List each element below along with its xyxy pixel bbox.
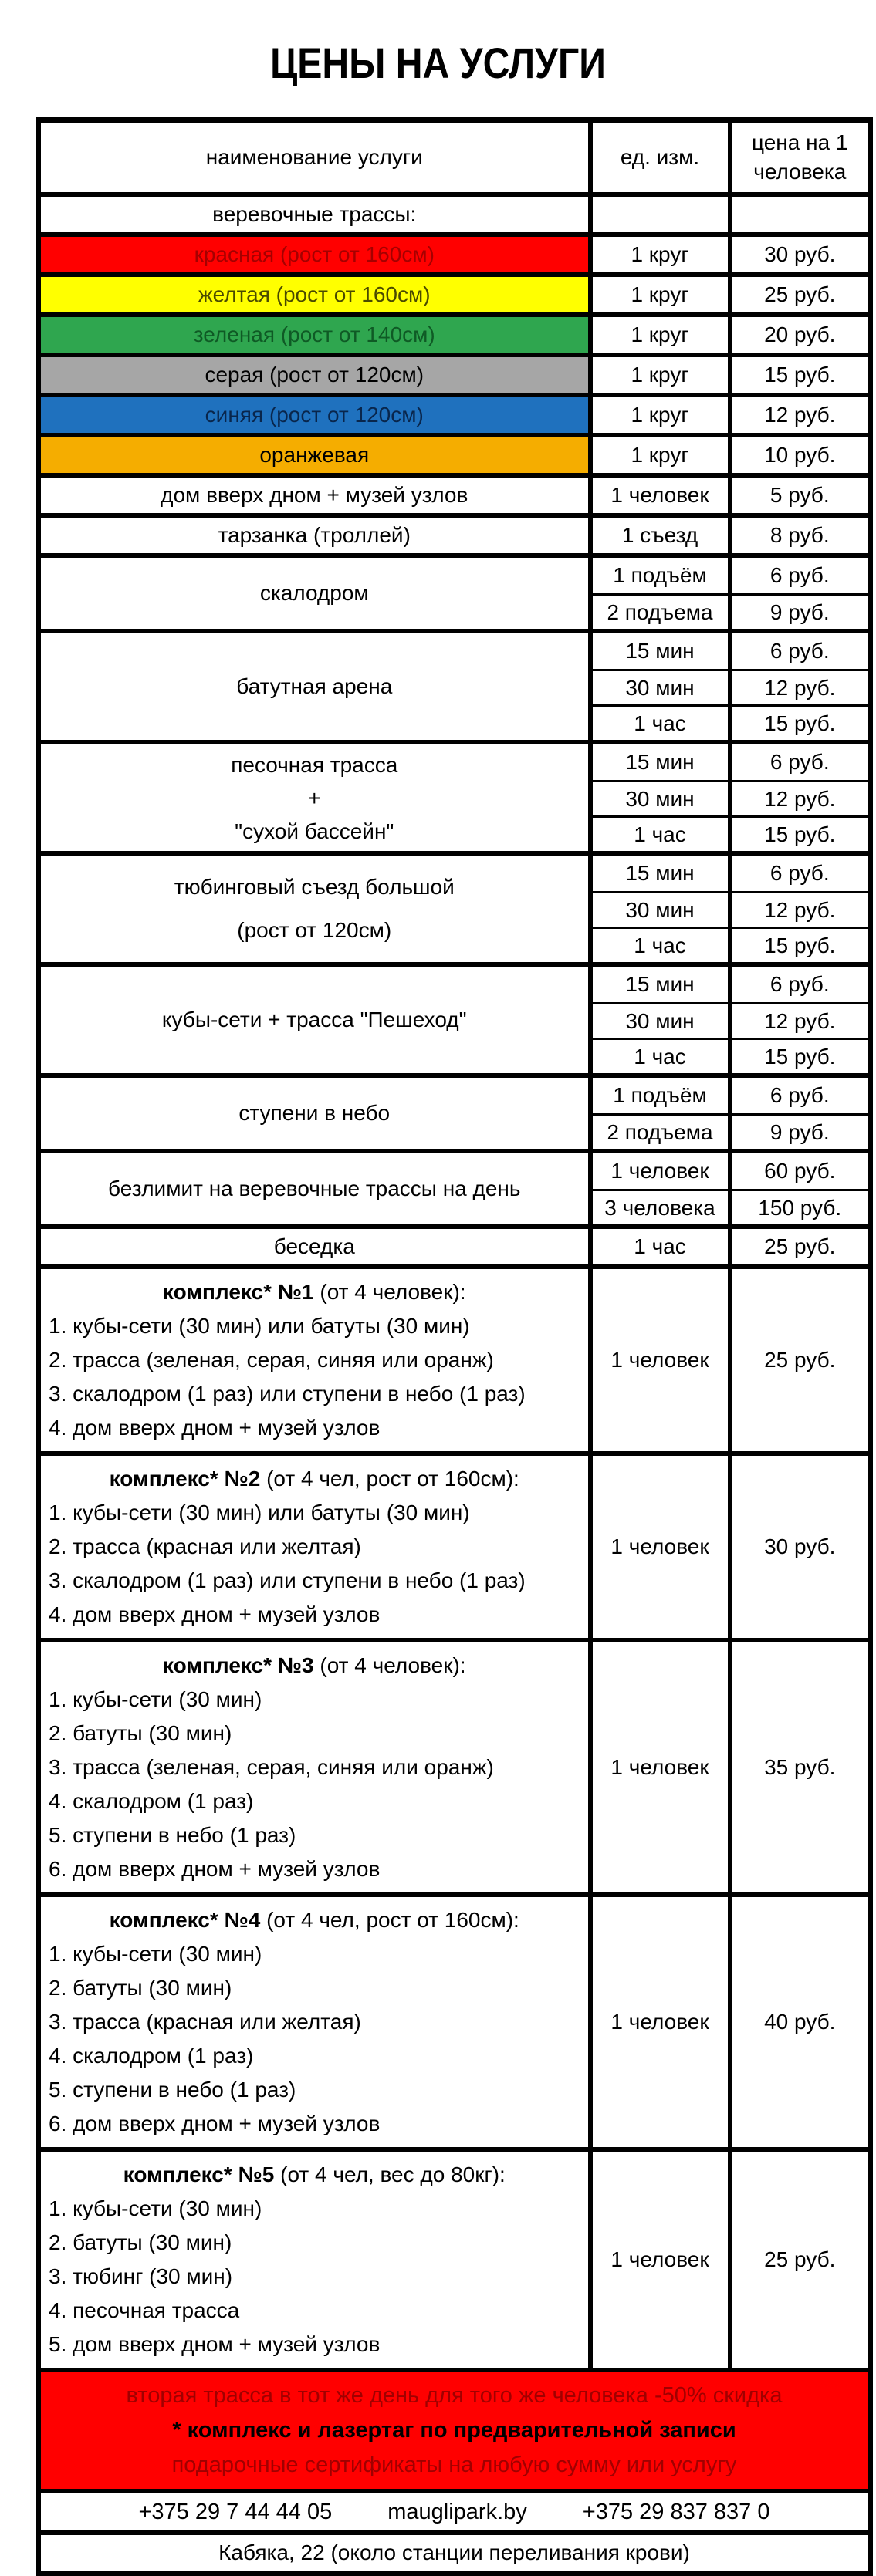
complex-title: комплекс* №5 (от 4 чел, вес до 80кг): (123, 2162, 506, 2186)
row-sand-track (39, 742, 871, 782)
complex-item: 3. скалодром (1 раз) или ступени в небо (1 раз) (49, 1568, 526, 1592)
row-track-red (39, 235, 871, 275)
unit-cell: 1 человек (590, 1267, 730, 1453)
price-cell: 12 руб. (730, 395, 871, 435)
row-track-orange (39, 435, 871, 475)
complex-item: 2. трасса (зеленая, серая, синяя или оранж) (49, 1348, 494, 1372)
complex-item: 1. кубы-сети (30 мин) (49, 1687, 262, 1711)
price-cell: 5 руб. (730, 475, 871, 515)
service-cell: желтая (рост от 160см) (39, 275, 590, 315)
price-cell: 30 руб. (730, 235, 871, 275)
promo-certificates-text: подарочные сертификаты на любую сумму или услугу (171, 2453, 737, 2477)
service-cell: батутная арена (39, 631, 590, 742)
unit-cell: 2 подъема (590, 595, 730, 632)
complex-item: 1. кубы-сети (30 мин) или батуты (30 мин) (49, 1501, 470, 1524)
unit-cell: 3 человека (590, 1190, 730, 1227)
unit-cell: 1 час (590, 817, 730, 854)
header-cell-price: цена на 1 человека (730, 120, 871, 195)
unit-cell: 30 мин (590, 1004, 730, 1039)
price-cell: 15 руб. (730, 355, 871, 395)
unit-cell: 2 подъема (590, 1115, 730, 1152)
complex-item: 3. трасса (зеленая, серая, синяя или оранж) (49, 1755, 494, 1779)
price-cell: 6 руб. (730, 1075, 871, 1115)
row-track-blue (39, 395, 871, 435)
complex-title: комплекс* №1 (от 4 человек): (162, 1280, 466, 1304)
complex-title: комплекс* №2 (от 4 чел, рост от 160см): (109, 1467, 519, 1491)
service-cell: зеленая (рост от 140см) (39, 315, 590, 355)
complex-item: 4. песочная трасса (49, 2298, 240, 2322)
service-cell (39, 1267, 590, 1453)
service-line: тюбинговый съезд большой (174, 875, 455, 899)
website-url: mauglipark.by (387, 2499, 527, 2524)
unit-cell: 1 съезд (590, 515, 730, 555)
row-complex-2 (39, 1453, 871, 1640)
price-cell-empty (730, 194, 871, 235)
unit-cell: 15 мин (590, 964, 730, 1004)
unit-cell: 1 человек (590, 2149, 730, 2370)
promo-banner (39, 2370, 871, 2491)
price-cell: 12 руб. (730, 1004, 871, 1039)
unit-cell: 15 мин (590, 631, 730, 670)
price-cell: 9 руб. (730, 1115, 871, 1152)
row-address (39, 2533, 871, 2574)
service-cell (39, 853, 590, 964)
promo-discount-text: вторая трасса в тот же день для того же человека -50% скидка (126, 2383, 783, 2408)
row-complex-5 (39, 2149, 871, 2370)
price-table (36, 117, 873, 2576)
header-cell-service: наименование услуги (39, 120, 590, 195)
price-cell: 20 руб. (730, 315, 871, 355)
unit-cell: 1 круг (590, 395, 730, 435)
price-cell: 12 руб. (730, 893, 871, 928)
complex-item: 4. дом вверх дном + музей узлов (49, 1416, 381, 1440)
row-trampoline-arena (39, 631, 871, 670)
service-line: песочная трасса (231, 752, 398, 777)
unit-cell: 15 мин (590, 742, 730, 782)
unit-cell: 1 круг (590, 235, 730, 275)
service-cell: беседка (39, 1227, 590, 1267)
price-cell: 9 руб. (730, 595, 871, 632)
complex-item: 5. дом вверх дном + музей узлов (49, 2332, 381, 2356)
service-cell: кубы-сети + трасса "Пешеход" (39, 964, 590, 1075)
price-cell: 6 руб. (730, 964, 871, 1004)
unit-cell: 1 человек (590, 1895, 730, 2149)
page-title: ЦЕНЫ НА УСЛУГИ (270, 39, 606, 87)
contacts-cell (39, 2491, 871, 2533)
row-track-green (39, 315, 871, 355)
unit-cell: 1 человек (590, 1453, 730, 1640)
unit-cell: 1 человек (590, 1151, 730, 1190)
row-complex-4 (39, 1895, 871, 2149)
service-cell: серая (рост от 120см) (39, 355, 590, 395)
price-cell: 6 руб. (730, 555, 871, 595)
service-cell: ступени в небо (39, 1075, 590, 1151)
price-cell: 12 руб. (730, 782, 871, 817)
row-track-gray (39, 355, 871, 395)
price-cell: 15 руб. (730, 928, 871, 965)
complex-item: 2. батуты (30 мин) (49, 1721, 232, 1745)
row-climbing-wall (39, 555, 871, 595)
complex-item: 4. скалодром (1 раз) (49, 2044, 254, 2068)
row-promo-banner (39, 2370, 871, 2491)
service-cell: тарзанка (троллей) (39, 515, 590, 555)
price-cell: 6 руб. (730, 742, 871, 782)
price-cell: 35 руб. (730, 1640, 871, 1895)
row-gazebo (39, 1227, 871, 1267)
unit-cell: 15 мин (590, 853, 730, 893)
unit-cell: 1 круг (590, 355, 730, 395)
price-cell: 25 руб. (730, 275, 871, 315)
address-text: Кабяка, 22 (около станции переливания крови) (39, 2533, 871, 2574)
complex-item: 1. кубы-сети (30 мин) или батуты (30 мин) (49, 1314, 470, 1338)
price-cell: 25 руб. (730, 2149, 871, 2370)
unit-cell: 1 подъём (590, 555, 730, 595)
complex-item: 6. дом вверх дном + музей узлов (49, 1857, 381, 1881)
price-cell: 15 руб. (730, 1039, 871, 1076)
unit-cell: 1 человек (590, 475, 730, 515)
price-cell: 150 руб. (730, 1190, 871, 1227)
unit-cell: 1 час (590, 928, 730, 965)
complex-item: 5. ступени в небо (1 раз) (49, 1823, 296, 1847)
complex-item: 2. батуты (30 мин) (49, 1976, 232, 2000)
complex-item: 4. дом вверх дном + музей узлов (49, 1602, 381, 1626)
service-cell (39, 1453, 590, 1640)
price-cell: 6 руб. (730, 853, 871, 893)
row-contacts (39, 2491, 871, 2533)
row-tarzanka (39, 515, 871, 555)
price-cell: 40 руб. (730, 1895, 871, 2149)
service-cell: оранжевая (39, 435, 590, 475)
service-cell (39, 742, 590, 853)
complex-item: 3. тюбинг (30 мин) (49, 2264, 233, 2288)
price-cell: 30 руб. (730, 1453, 871, 1640)
service-line: "сухой бассейн" (235, 819, 394, 843)
row-steps-to-sky (39, 1075, 871, 1115)
service-cell: скалодром (39, 555, 590, 631)
price-cell: 15 руб. (730, 706, 871, 743)
row-rope-tracks-section (39, 194, 871, 235)
price-cell: 6 руб. (730, 631, 871, 670)
row-upside-down-house (39, 475, 871, 515)
unit-cell: 1 час (590, 1039, 730, 1076)
unit-cell: 1 час (590, 1227, 730, 1267)
service-cell (39, 2149, 590, 2370)
complex-item: 6. дом вверх дном + музей узлов (49, 2112, 381, 2135)
unit-cell: 1 круг (590, 435, 730, 475)
phone-number-1: +375 29 7 44 44 05 (138, 2499, 333, 2524)
row-unlimited-day (39, 1151, 871, 1190)
service-cell: синяя (рост от 120см) (39, 395, 590, 435)
price-cell: 25 руб. (730, 1227, 871, 1267)
complex-item: 4. скалодром (1 раз) (49, 1789, 254, 1813)
phone-number-2: +375 29 837 837 0 (582, 2499, 770, 2524)
unit-cell-empty (590, 194, 730, 235)
unit-cell: 1 круг (590, 275, 730, 315)
service-cell (39, 1640, 590, 1895)
price-cell: 12 руб. (730, 670, 871, 706)
row-cube-nets (39, 964, 871, 1004)
price-cell: 8 руб. (730, 515, 871, 555)
service-line: + (308, 785, 321, 810)
row-track-yellow (39, 275, 871, 315)
price-cell: 25 руб. (730, 1267, 871, 1453)
price-cell: 10 руб. (730, 435, 871, 475)
service-line: (рост от 120см) (237, 918, 392, 942)
header-cell-unit: ед. изм. (590, 120, 730, 195)
service-cell (39, 1895, 590, 2149)
complex-item: 3. скалодром (1 раз) или ступени в небо (1 раз) (49, 1382, 526, 1406)
table-header-row (39, 120, 871, 195)
unit-cell: 30 мин (590, 670, 730, 706)
complex-item: 1. кубы-сети (30 мин) (49, 1942, 262, 1966)
complex-title: комплекс* №4 (от 4 чел, рост от 160см): (109, 1908, 519, 1932)
service-cell: безлимит на веревочные трассы на день (39, 1151, 590, 1227)
row-tubing (39, 853, 871, 893)
unit-cell: 30 мин (590, 893, 730, 928)
price-cell: 60 руб. (730, 1151, 871, 1190)
row-complex-1 (39, 1267, 871, 1453)
complex-item: 1. кубы-сети (30 мин) (49, 2196, 262, 2220)
unit-cell: 1 круг (590, 315, 730, 355)
row-complex-3 (39, 1640, 871, 1895)
complex-item: 2. батуты (30 мин) (49, 2230, 232, 2254)
complex-item: 3. трасса (красная или желтая) (49, 2010, 361, 2034)
price-cell: 15 руб. (730, 817, 871, 854)
service-cell: дом вверх дном + музей узлов (39, 475, 590, 515)
section-label: веревочные трассы: (39, 194, 590, 235)
unit-cell: 1 час (590, 706, 730, 743)
unit-cell: 1 подъём (590, 1075, 730, 1115)
service-cell: красная (рост от 160см) (39, 235, 590, 275)
complex-item: 2. трасса (красная или желтая) (49, 1534, 361, 1558)
complex-title: комплекс* №3 (от 4 человек): (162, 1653, 466, 1677)
promo-booking-text: * комплекс и лазертаг по предварительной записи (172, 2418, 736, 2443)
unit-cell: 1 человек (590, 1640, 730, 1895)
unit-cell: 30 мин (590, 782, 730, 817)
complex-item: 5. ступени в небо (1 раз) (49, 2078, 296, 2102)
